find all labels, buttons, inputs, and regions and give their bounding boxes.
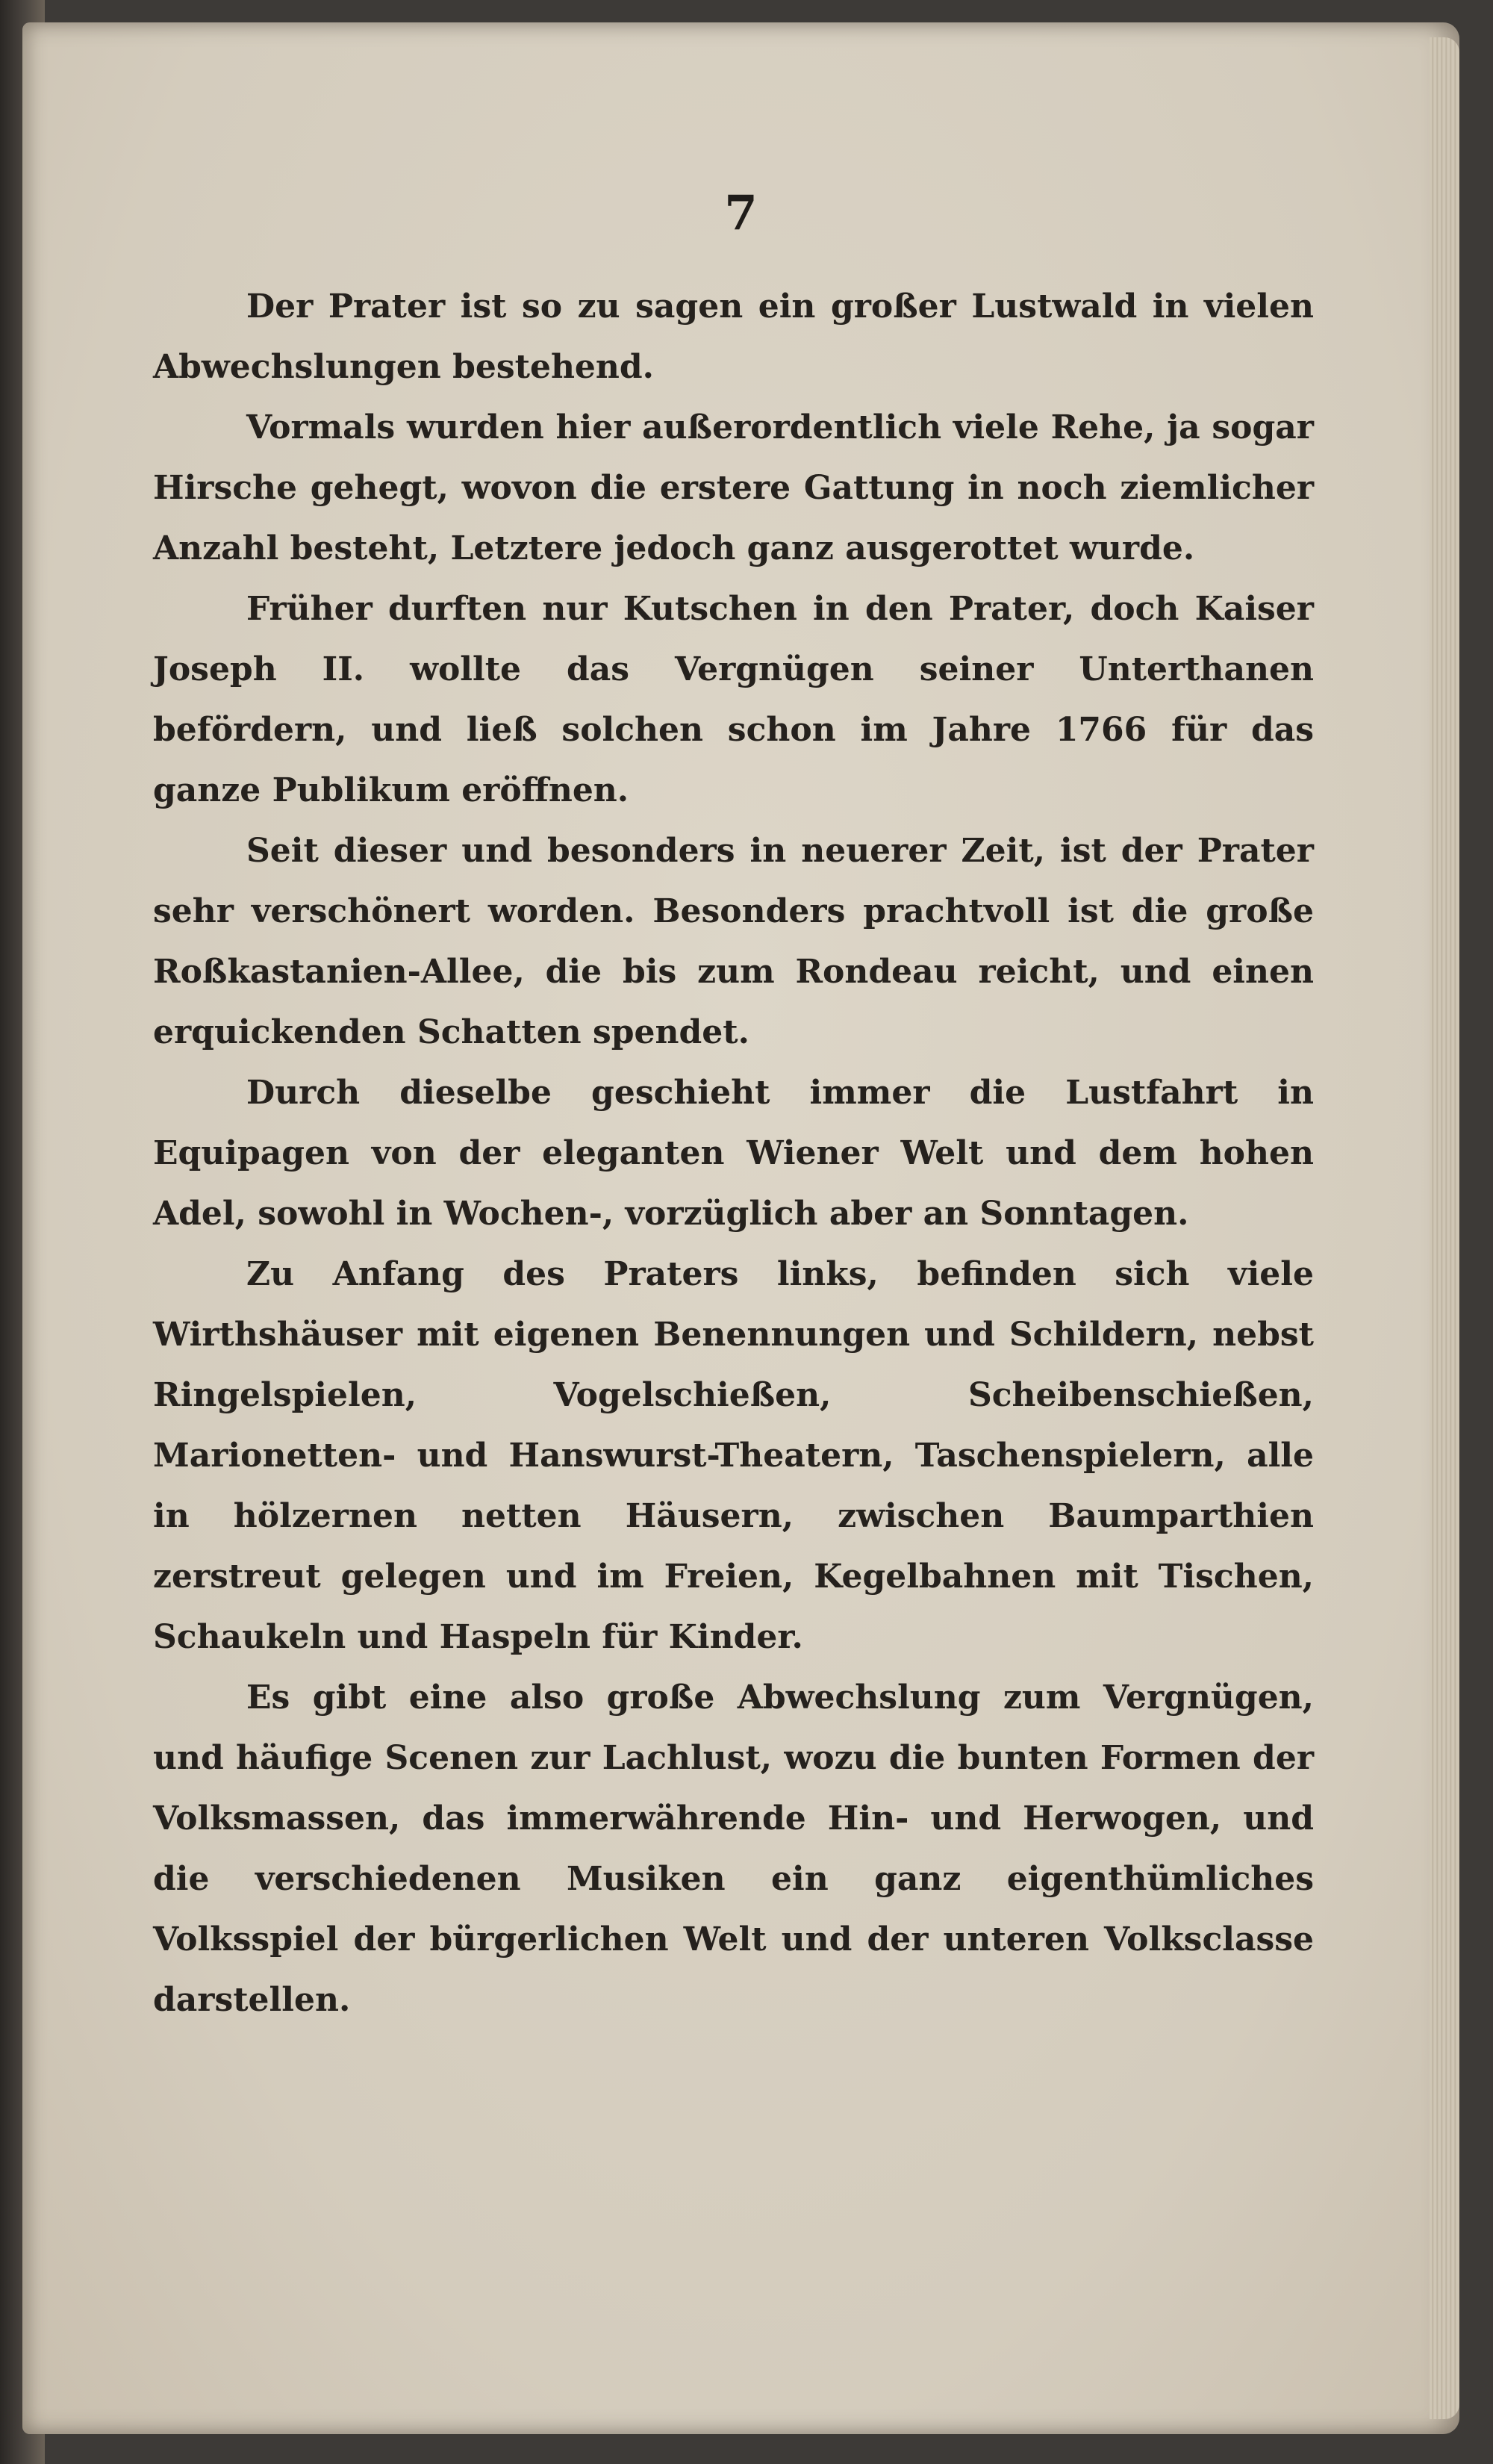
page-number: 7: [724, 185, 758, 241]
paragraph: Vormals wurden hier außerordentlich viele Rehe, ja sogar Hirsche gehegt, wovon die erstere Gattung in noch ziemlicher Anzahl besteht, Letztere jedoch ganz ausgerottet wurde.: [153, 408, 1314, 567]
page-edge: [1430, 37, 1459, 2419]
paragraph: Zu Anfang des Praters links, befinden sich viele Wirthshäuser mit eigenen Benennungen und Schildern, nebst Ringelspielen, Vogelschießen, Scheibenschießen, Marionetten- und Hanswurst-Theatern, Taschenspielern, alle in hölzernen netten Häusern, zwischen Baumparthien zerstreut gelegen und im Freien, Kegelbahnen mit Tischen, Schaukeln und Haspeln für Kinder.: [153, 1255, 1314, 1656]
paragraph: Früher durften nur Kutschen in den Prater, doch Kaiser Joseph II. wollte das Vergnügen seiner Unterthanen befördern, und ließ solchen schon im Jahre 1766 für das ganze Publikum eröffnen.: [153, 590, 1314, 809]
paragraph: Durch dieselbe geschieht immer die Lustfahrt in Equipagen von der eleganten Wiener Welt und dem hohen Adel, sowohl in Wochen-, vorzüglich aber an Sonntagen.: [153, 1074, 1314, 1233]
book-page: [22, 22, 1459, 2434]
page-body: [153, 276, 1314, 2030]
paragraph: Es gibt eine also große Abwechslung zum Vergnügen, und häufige Scenen zur Lachlust, wozu die bunten Formen der Volksmassen, das immerwährende Hin- und Herwogen, und die verschiedenen Musiken ein ganz eigenthümliches Volksspiel der bürgerlichen Welt und der unteren Volksclasse darstellen.: [153, 1679, 1314, 2019]
paragraph: Seit dieser und besonders in neuerer Zeit, ist der Prater sehr verschönert worden. Besonders prachtvoll ist die große Roßkastanien-Allee, die bis zum Rondeau reicht, und einen erquickenden Schatten spendet.: [153, 832, 1314, 1051]
paragraph: Der Prater ist so zu sagen ein großer Lustwald in vielen Abwechslungen bestehend.: [153, 287, 1314, 386]
